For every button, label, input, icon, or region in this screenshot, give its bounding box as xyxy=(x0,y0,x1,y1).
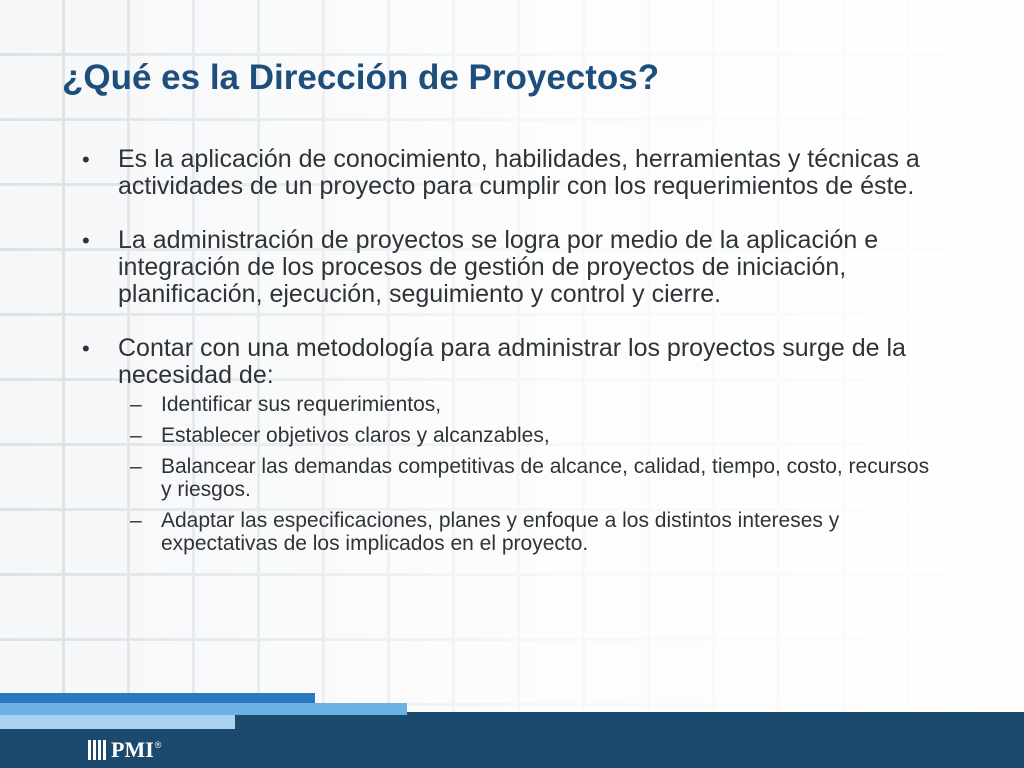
sub-text: Balancear las demandas competitivas de alcance, calidad, tiempo, costo, recursos y riesgos. xyxy=(161,455,930,501)
sub-item xyxy=(118,424,940,447)
sub-text: Establecer objetivos claros y alcanzables, xyxy=(161,424,550,447)
bullet-text: La administración de proyectos se logra por medio de la aplicación e integración de los procesos de gestión de proyectos de iniciación, planificación, ejecución, seguimiento y control y cierre. xyxy=(118,226,879,308)
pmi-logo-text: PMI xyxy=(111,737,154,762)
footer-band-blue xyxy=(0,693,315,703)
bullet-marker: • xyxy=(82,336,90,361)
sub-marker: – xyxy=(130,393,142,416)
slide-content xyxy=(80,146,940,563)
bullet-item xyxy=(80,335,940,389)
pmi-logo xyxy=(88,737,161,763)
sub-item xyxy=(118,455,940,501)
sub-marker: – xyxy=(130,509,142,532)
bullet-marker: • xyxy=(82,228,90,253)
sub-marker: – xyxy=(130,455,142,478)
sub-list xyxy=(80,393,940,555)
sub-marker: – xyxy=(130,424,142,447)
registered-mark: ® xyxy=(154,740,162,750)
sub-item xyxy=(118,509,940,555)
footer-band-pale xyxy=(0,715,235,729)
slide-title: ¿Qué es la Dirección de Proyectos? xyxy=(62,58,660,97)
footer-band-light xyxy=(0,703,407,715)
pmi-logo-mark-icon xyxy=(88,740,108,760)
bullet-item xyxy=(80,146,940,200)
sub-text: Identificar sus requerimientos, xyxy=(161,393,442,416)
bullet-item xyxy=(80,227,940,308)
sub-text: Adaptar las especificaciones, planes y enfoque a los distintos intereses y expectativas de los implicados en el proyecto. xyxy=(161,509,840,555)
bullet-text: Contar con una metodología para administrar los proyectos surge de la necesidad de: xyxy=(118,334,906,389)
bullet-marker: • xyxy=(82,147,90,172)
bullet-text: Es la aplicación de conocimiento, habilidades, herramientas y técnicas a actividades de un proyecto para cumplir con los requerimientos de éste. xyxy=(118,145,920,200)
sub-item xyxy=(118,393,940,416)
